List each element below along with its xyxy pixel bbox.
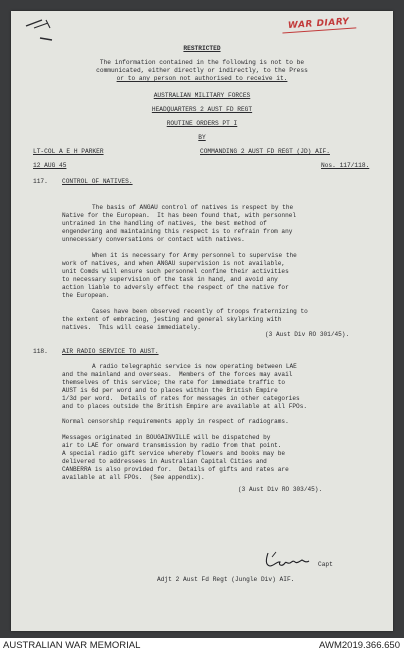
paragraph-line: engendering and maintaining this respect is to refrain from any (62, 228, 293, 235)
by-heading: BY (198, 134, 206, 141)
paragraph-line: work of natives, and when ANGAU supervision is not available, (62, 260, 286, 267)
paragraph-line: action liable to adversly effect the respect of the native for (62, 284, 289, 291)
paragraph-line: air to LAE for onward transmission by radio from that point. (62, 442, 282, 449)
paragraph-line: 1/3d per word. Details of rates for messages in other categories (62, 395, 300, 402)
section-number: 117. (33, 178, 48, 185)
notice-line-1: The information contained in the following is not to be (99, 59, 305, 66)
paragraph-line: delivered to addressees in Australian Capital Cities and (62, 458, 267, 465)
section-number: 118. (33, 348, 48, 355)
notice-line-3: or to any person not authorised to receive it. (116, 75, 288, 82)
paragraph-line: natives. This will cease immediately. (62, 324, 201, 331)
paragraph-line: to necessary supervision of the task in hand, and avoid any (62, 276, 278, 283)
paragraph-line: the European. (62, 292, 110, 299)
archive-reference: AWM2019.366.650 (319, 640, 400, 651)
paragraph-line: Normal censorship requirements apply in respect of radiograms. (62, 418, 289, 425)
war-diary-stamp: WAR DIARY (282, 16, 356, 33)
archive-name: AUSTRALIAN WAR MEMORIAL (3, 640, 141, 651)
paragraph-line: Messages originated in BOUGAINVILLE will be dispatched by (62, 434, 271, 441)
paragraph-line: AUST is 6d per word and to places within the British Empire (62, 387, 278, 394)
paragraph-line: themselves of this service; the rate for immediate traffic to (62, 379, 286, 386)
paragraph-line: A special radio gift service whereby flowers and books may be (62, 450, 286, 457)
commander-name: LT-COL A E H PARKER (33, 148, 104, 155)
paragraph-line: untrained in the handling of natives, the best method of (62, 220, 267, 227)
paragraph-line: When it is necessary for Army personnel to supervise the (92, 252, 297, 259)
paragraph-line: and the mainland and overseas. Members of the forces may avail (62, 371, 293, 378)
notice-line-2: communicated, either directly or indirectly, to the Press (96, 67, 308, 74)
paragraph-line: the extent of embracing, jesting and general skylarking with (62, 316, 282, 323)
section-reference: (3 Aust Div RO 301/45). (265, 331, 350, 338)
paragraph-line: available at all FPOs. (See appendix). (62, 474, 205, 481)
handwritten-signature (262, 549, 314, 571)
order-numbers: Nos. 117/118. (321, 162, 370, 169)
section-heading: AIR RADIO SERVICE TO AUST. (62, 348, 159, 355)
commander-title: COMMANDING 2 AUST FD REGT (JD) AIF. (200, 148, 330, 155)
section-reference: (3 Aust Div RO 303/45). (238, 486, 323, 493)
paragraph-line: unnecessary conversations or contact with natives. (62, 236, 245, 243)
paragraph-line: unit Comds will ensure such personnel confine their activities (62, 268, 289, 275)
signature-rank: Capt (318, 561, 333, 568)
paragraph-line: The basis of ANGAU control of natives is respect by the (92, 204, 294, 211)
hq-heading: HEADQUARTERS 2 AUST FD REGT (151, 106, 253, 113)
order-date: 12 AUG 45 (33, 162, 67, 169)
orders-heading: ROUTINE ORDERS PT I (166, 120, 238, 127)
handwritten-corner-mark (22, 14, 58, 44)
paragraph-line: Cases have been observed recently of troops fraternizing to (92, 308, 308, 315)
signature-title: Adjt 2 Aust Fd Regt (Jungle Div) AIF. (157, 576, 295, 583)
force-heading: AUSTRALIAN MILITARY FORCES (153, 92, 251, 99)
paragraph-line: Native for the European. It has been found that, with personnel (62, 212, 297, 219)
paragraph-line: A radio telegraphic service is now operating between LAE (92, 363, 297, 370)
archive-caption-bar (0, 638, 404, 653)
paragraph-line: and to places outside the British Empire are available at all FPOs. (62, 403, 308, 410)
section-heading: CONTROL OF NATIVES. (62, 178, 133, 185)
paragraph-line: CANBERRA is also provided for. Details of gifts and rates are (62, 466, 289, 473)
restricted-heading: RESTRICTED (183, 45, 221, 52)
